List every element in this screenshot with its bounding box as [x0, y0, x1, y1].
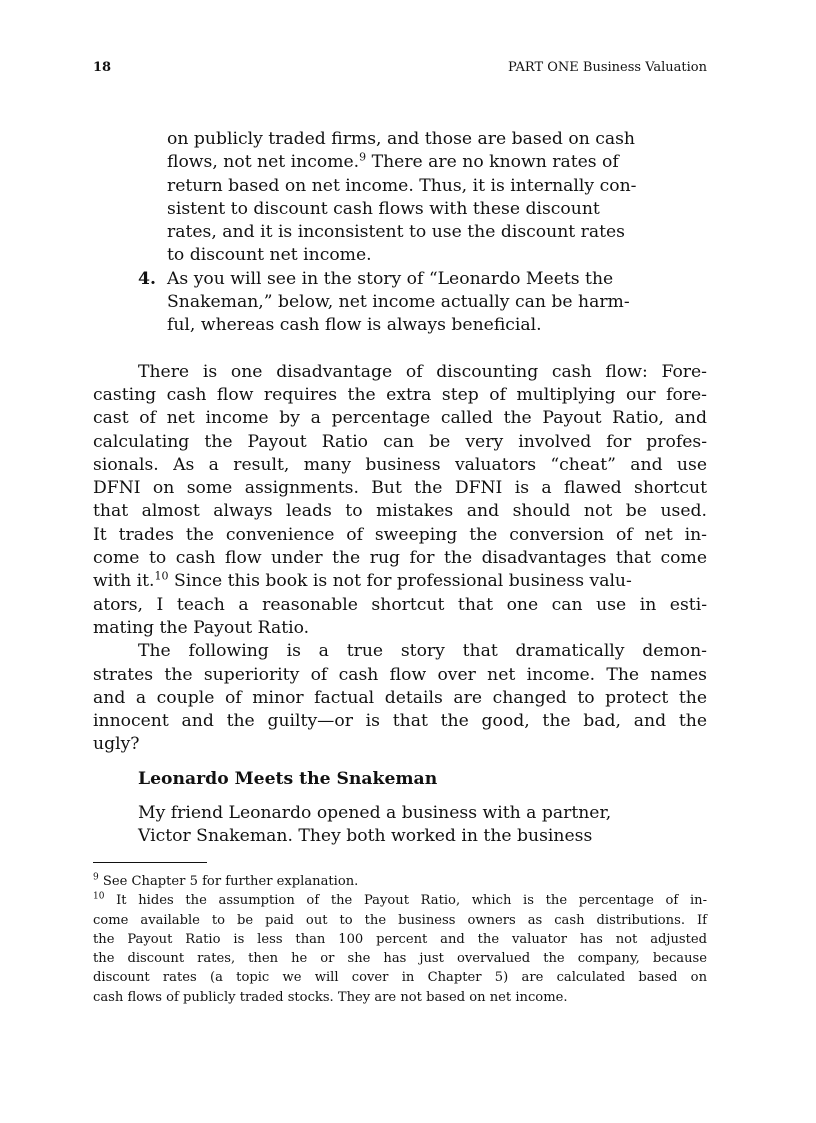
story-text — [93, 802, 707, 849]
footnote-9 — [93, 872, 707, 891]
list-item-3-continued — [93, 128, 707, 268]
text-line: sistent to discount cash flows with these discount — [167, 198, 600, 219]
text-line: innocent and the guilty—or is that the good, the bad, and the — [93, 711, 707, 732]
text-line: ful, whereas cash flow is always beneficial. — [167, 315, 542, 336]
footnotes — [93, 872, 707, 1007]
footnote-ref-9: 9 — [359, 150, 367, 164]
story-heading: Leonardo Meets the Snakeman — [138, 768, 438, 789]
footnote-text: It hides the assumption of the Payout Ratio, which is the percentage of in- — [104, 893, 707, 909]
footnote-ref-10: 10 — [154, 569, 169, 583]
footnote-number: 9 — [93, 872, 99, 883]
text-line: cast of net income by a percentage called the Payout Ratio, and — [93, 408, 707, 429]
text-line: ators, I teach a reasonable shortcut that one can use in esti- — [93, 594, 707, 615]
footnote-text: See Chapter 5 for further explanation. — [98, 874, 359, 889]
footnote-text-line: discount rates (a topic we will cover in Chapter 5) are calculated based on — [93, 970, 707, 986]
footnote-text-line: the discount rates, then he or she has just overvalued the company, because — [93, 951, 707, 967]
list-number: 4. — [138, 268, 156, 289]
page-number: 18 — [93, 60, 112, 75]
paragraph-true-story — [93, 640, 707, 756]
text-line: There is one disadvantage of discounting cash flow: Fore- — [138, 361, 707, 382]
text-line — [167, 151, 707, 174]
list-item-4 — [93, 268, 707, 338]
text-line: sionals. As a result, many business valuators “cheat” and use — [93, 454, 707, 475]
footnote-number: 10 — [93, 891, 105, 902]
text-line: come to cash flow under the rug for the disadvantages that come — [93, 548, 707, 569]
text-run: flows, not net income. — [167, 152, 360, 173]
text-run: There are no known rates of — [366, 152, 619, 173]
footnote-text-line: come available to be paid out to the business owners as cash distributions. If — [93, 912, 707, 928]
text-line: It trades the convenience of sweeping the conversion of net in- — [93, 524, 707, 545]
text-line: The following is a true story that dramatically demon- — [138, 641, 707, 662]
footnote-text-line: the Payout Ratio is less than 100 percent and the valuator has not adjusted — [93, 931, 707, 947]
footnote-text-line: cash flows of publicly traded stocks. They are not based on net income. — [93, 989, 568, 1005]
footnote-10 — [93, 891, 707, 910]
text-line: on publicly traded firms, and those are based on cash — [167, 129, 635, 149]
text-line: rates, and it is inconsistent to use the discount rates — [167, 222, 626, 243]
text-line: calculating the Payout Ratio can be very involved for profes- — [93, 431, 707, 452]
text-line: Victor Snakeman. They both worked in the business — [138, 826, 593, 847]
text-line: to discount net income. — [167, 245, 372, 266]
text-line: and a couple of minor factual details are changed to protect the — [93, 687, 707, 708]
text-line: return based on net income. Thus, it is internally con- — [167, 175, 637, 196]
text-run: Since this book is not for professional business valu- — [168, 571, 632, 592]
text-line: casting cash flow requires the extra step of multiplying our fore- — [93, 384, 707, 405]
part-title: PART ONE Business Valuation — [507, 60, 707, 75]
text-line: strates the superiority of cash flow over net income. The names — [93, 664, 707, 685]
text-line: that almost always leads to mistakes and should not be used. — [93, 501, 707, 522]
paragraph-discounting-cash-flow — [93, 361, 707, 641]
text-line: ugly? — [93, 734, 140, 755]
text-line: DFNI on some assignments. But the DFNI is a flawed shortcut — [93, 478, 707, 499]
body-text — [93, 128, 707, 849]
footnote-divider — [93, 862, 207, 863]
text-line: As you will see in the story of “Leonardo Meets the — [167, 268, 614, 289]
text-run: with it. — [93, 571, 155, 592]
text-line: My friend Leonardo opened a business with a partner, — [138, 803, 612, 824]
text-line: mating the Payout Ratio. — [93, 617, 310, 638]
text-line — [93, 570, 707, 593]
text-line: Snakeman,” below, net income actually can be harm- — [167, 292, 630, 313]
